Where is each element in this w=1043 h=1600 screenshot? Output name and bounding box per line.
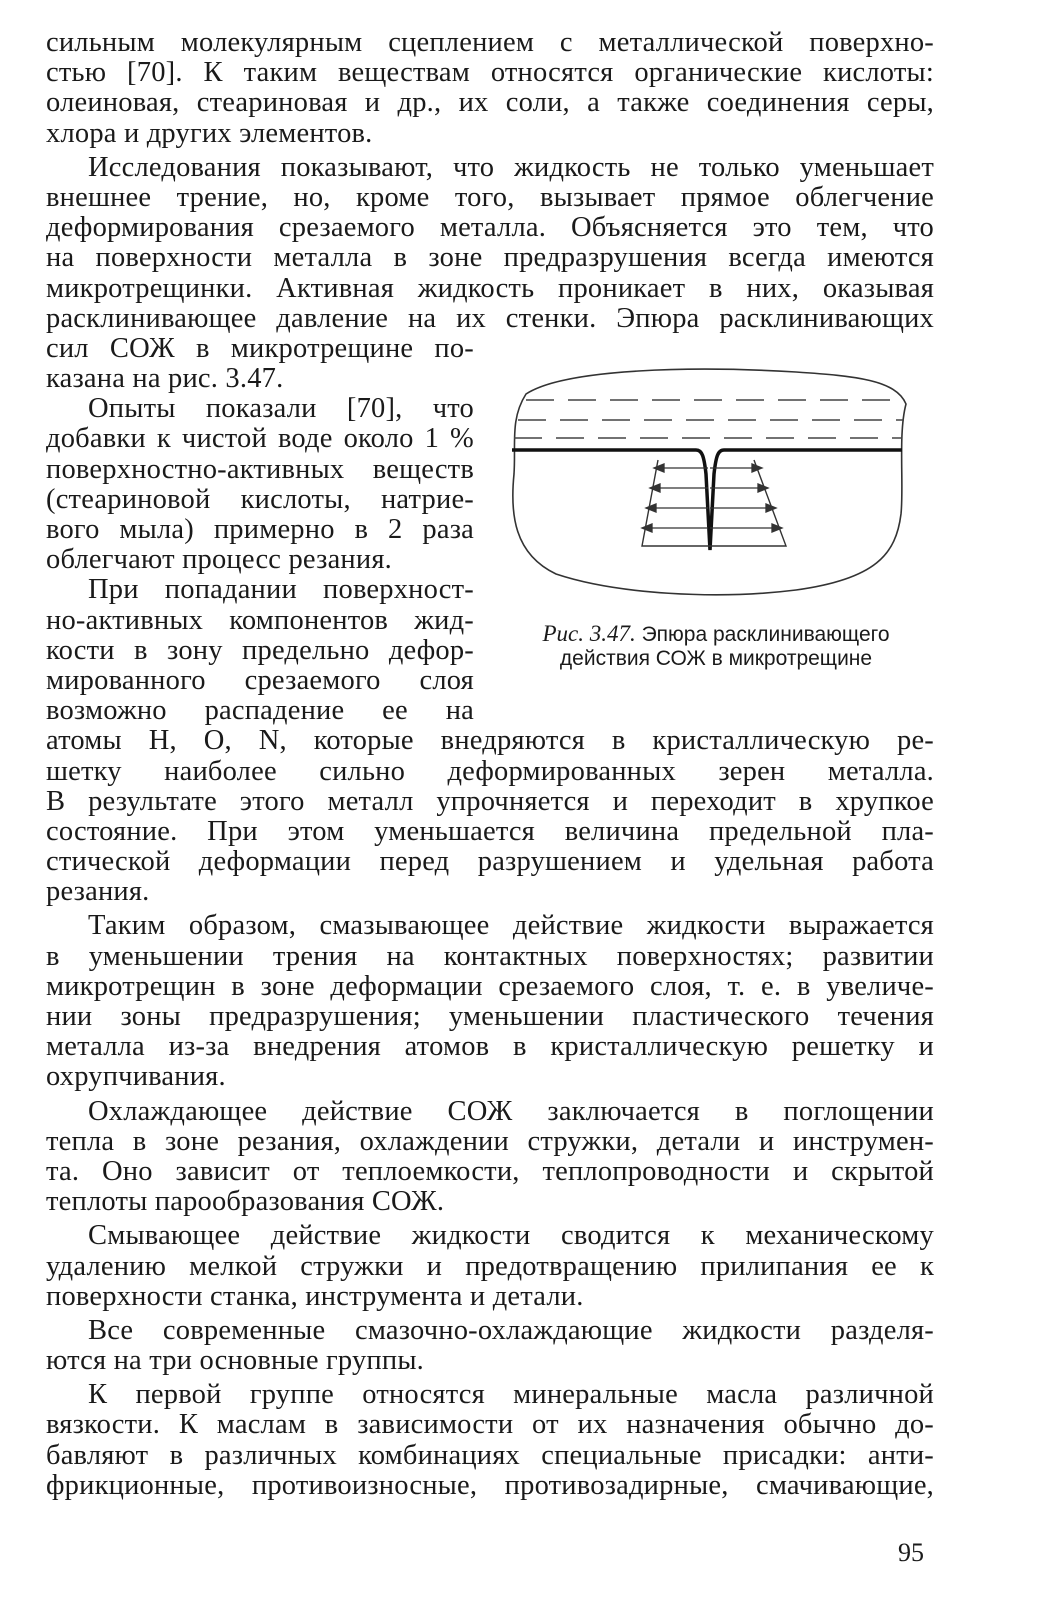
text-line: мированного срезаемого слоя: [46, 664, 474, 696]
text-line: тепла в зоне резания, охлаждении стружки, детали и инструмен-: [46, 1125, 934, 1157]
text-line: Опыты показали [70], что: [88, 393, 474, 425]
text-line: нии зоны предразрушения; уменьшении пластического течения: [46, 1001, 934, 1032]
text-line: облегчают процесс резания.: [46, 544, 392, 576]
text-line: охрупчивания.: [46, 1061, 226, 1093]
text-line: Таким образом, смазывающее действие жидкости выражается: [88, 910, 934, 942]
figure-number: Рис. 3.47.: [542, 621, 636, 646]
text-line: Охлаждающее действие СОЖ заключается в поглощении: [88, 1095, 934, 1127]
text-line: атомы H, O, N, которые внедряются в кристаллическую ре-: [46, 725, 934, 757]
page-number: 95: [898, 1538, 924, 1567]
text-line: казана на рис. 3.47.: [46, 363, 284, 395]
figure-caption-line2: действия СОЖ в микротрещине: [559, 647, 873, 670]
figure-caption-line1: Эпюра расклинивающего: [641, 623, 890, 646]
figure-caption: [496, 622, 936, 671]
text-line: К первой группе относятся минеральные масла различной: [88, 1379, 934, 1411]
text-line: При попадании поверхност-: [88, 574, 474, 606]
page-text: [46, 28, 934, 1501]
text-line: стью [70]. К таким веществам относятся органические кислоты:: [46, 57, 934, 89]
text-line: шетку наиболее сильно деформированных зерен металла.: [46, 755, 934, 787]
text-line: микротрещинки. Активная жидкость проникает в них, оказывая: [46, 272, 934, 304]
text-line: вязкости. К маслам в зависимости от их назначения обычно до-: [46, 1409, 934, 1441]
text-line: добавки к чистой воде около 1 %: [46, 423, 474, 455]
text-line: удалению мелкой стружки и предотвращению прилипания ее к: [46, 1250, 934, 1282]
text-line: в уменьшении трения на контактных поверхностях; развитии: [46, 940, 934, 972]
text-line: состояние. При этом уменьшается величина предельной пла-: [46, 815, 934, 847]
text-line: микротрещин в зоне деформации срезаемого слоя, т. е. в увеличе-: [46, 970, 934, 1002]
text-line: поверхности станка, инструмента и детали.: [46, 1280, 584, 1312]
text-line: хлора и других элементов.: [46, 117, 373, 149]
text-line: фрикционные, противоизносные, противозадирные, смачивающие,: [46, 1469, 934, 1501]
text-line: ются на три основные группы.: [46, 1345, 424, 1377]
text-line: (стеариновой кислоты, натрие-: [46, 483, 474, 515]
figure-3-47: [496, 364, 936, 694]
text-line: возможно распадение ее на: [46, 695, 474, 727]
text-line: но-активных компонентов жид-: [46, 604, 474, 636]
text-line: внешнее трение, но, кроме того, вызывает прямое облегчение: [46, 181, 934, 213]
text-line: В результате этого металл упрочняется и переходит в хрупкое: [46, 785, 934, 817]
text-line: деформирования срезаемого металла. Объясняется это тем, что: [46, 212, 934, 244]
text-line: расклинивающее давление на их стенки. Эпюра расклинивающих: [46, 302, 934, 334]
text-line: на поверхности металла в зоне предразрушения всегда имеются: [46, 242, 934, 274]
text-line: металла из-за внедрения атомов в кристаллическую решетку и: [46, 1031, 934, 1063]
text-line: теплоты парообразования СОЖ.: [46, 1186, 445, 1218]
text-line: сил СОЖ в микротрещине по-: [46, 332, 474, 364]
text-line: сильным молекулярным сцеплением с металлической поверхно-: [46, 27, 934, 58]
text-line: олеиновая, стеариновая и др., их соли, а также соединения серы,: [46, 87, 934, 119]
microcrack-diagram: [496, 364, 936, 614]
text-line: поверхностно-активных веществ: [46, 453, 474, 485]
text-line: Исследования показывают, что жидкость не только уменьшает: [88, 151, 934, 183]
text-line: кости в зону предельно дефор-: [46, 634, 474, 666]
text-line: резания.: [46, 876, 150, 908]
text-line: Смывающее действие жидкости сводится к механическому: [88, 1220, 934, 1252]
text-line: стической деформации перед разрушением и удельная работа: [46, 846, 934, 878]
text-line: та. Оно зависит от теплоемкости, теплопроводности и скрытой: [46, 1155, 934, 1187]
text-line: Все современные смазочно-охлаждающие жидкости разделя-: [88, 1314, 934, 1346]
text-line: бавляют в различных комбинациях специальные присадки: анти-: [46, 1439, 934, 1471]
text-line: вого мыла) примерно в 2 раза: [46, 514, 474, 545]
